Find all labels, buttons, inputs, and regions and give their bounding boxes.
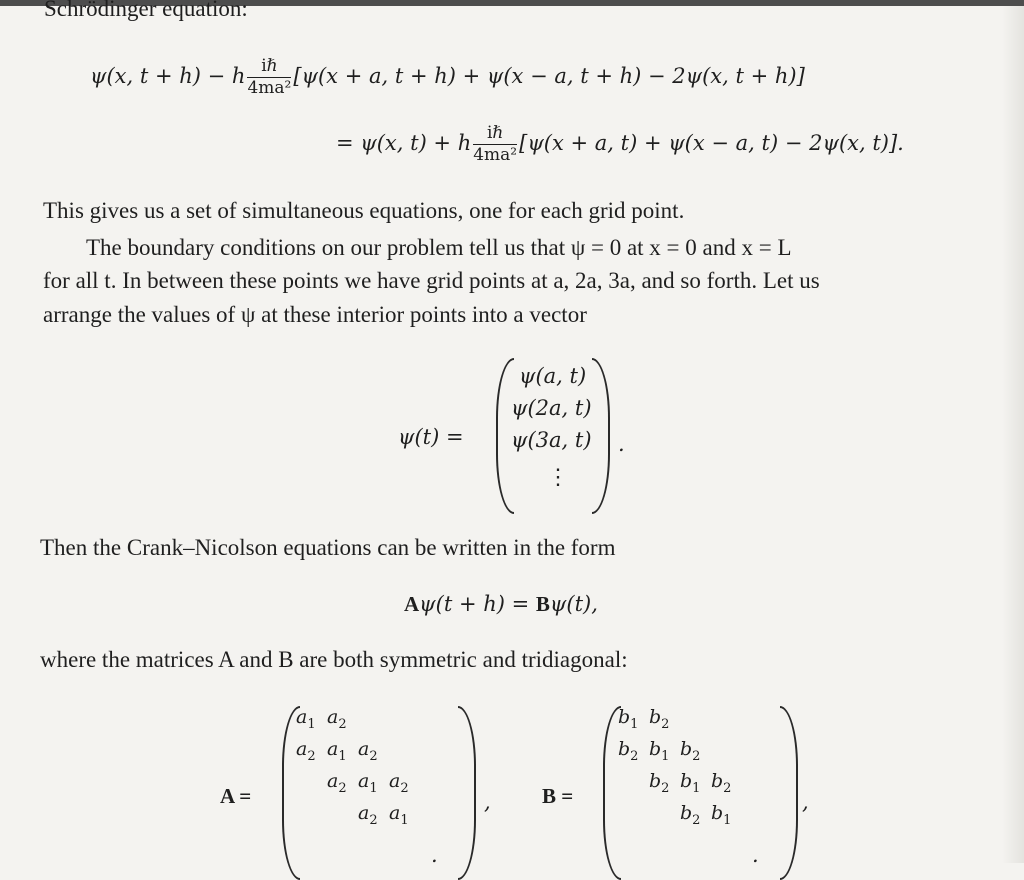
matrix-B-trailing-dot: . — [752, 843, 759, 867]
eq1-line1-right: [ψ(x + a, t + h) + ψ(x − a, t + h) − 2ψ(x, t + h)] — [293, 64, 805, 88]
matrix-A-cell: $a_2$ — [327, 706, 347, 732]
frac-numerator: iℏ — [473, 125, 517, 145]
frac-denominator: 4ma² — [473, 145, 518, 165]
matrix-B-symbol: B — [535, 592, 550, 616]
matrix-A-cell: $a_2$ — [296, 738, 316, 764]
matrix-B-cell: $b_2$ — [649, 770, 670, 796]
matrix-A-cell: $a_2$ — [358, 738, 378, 764]
matrix-B-left-paren — [603, 706, 621, 880]
matrix-A-left-paren — [282, 706, 300, 880]
vector-entry: ψ(3a, t) — [511, 428, 592, 452]
cn-mid: ψ(t + h) = — [419, 592, 536, 616]
eq1-line1-left: ψ(x, t + h) − h — [90, 64, 246, 88]
matrix-B-cell: $b_2$ — [649, 706, 670, 732]
matrix-B-cell: $b_2$ — [680, 802, 701, 828]
matrix-B-cell: $b_2$ — [618, 738, 639, 764]
matrix-A-trailing-dot: . — [431, 843, 438, 867]
heading-fragment: Schrödinger equation: — [44, 0, 248, 21]
matrix-A-cell: $a_1$ — [296, 706, 316, 732]
matrix-B-label — [542, 784, 573, 809]
eq1-line2-left: = ψ(x, t) + h — [336, 131, 472, 155]
matrix-B-label-text: B = — [542, 784, 574, 808]
eq1-fraction-2 — [473, 125, 517, 164]
frac-numerator: iℏ — [247, 58, 291, 78]
matrix-A-cell: $a_1$ — [327, 738, 347, 764]
matrix-A-label — [220, 784, 251, 809]
matrix-B-cell: $b_1$ — [649, 738, 670, 764]
paragraph-2-line-3: arrange the values of ψ at these interior points into a vector — [43, 302, 587, 327]
matrix-B-cell: $b_2$ — [711, 770, 732, 796]
matrix-B-cell: $b_1$ — [618, 706, 639, 732]
eq1-fraction-1 — [247, 58, 291, 97]
paragraph-2-line-2: for all t. In between these points we have grid points at a, 2a, 3a, and so forth. Let us — [43, 268, 820, 293]
eq1-line2-right: [ψ(x + a, t) + ψ(x − a, t) − 2ψ(x, t)]. — [519, 131, 904, 155]
paragraph-1: This gives us a set of simultaneous equations, one for each grid point. — [43, 198, 685, 223]
equation-line-2 — [336, 125, 904, 164]
vector-lhs: ψ(t) = — [398, 425, 464, 449]
cn-end: ψ(t), — [549, 592, 598, 616]
vector-entry: ψ(a, t) — [519, 364, 587, 388]
crank-nicolson-equation — [404, 592, 598, 617]
matrix-B-cell: $b_1$ — [711, 802, 732, 828]
paragraph-2-line-1: The boundary conditions on our problem tell us that ψ = 0 at x = 0 and x = L — [86, 235, 792, 260]
vector-right-paren — [592, 358, 610, 514]
matrix-A-right-paren — [458, 706, 476, 880]
matrix-A-label-text: A = — [220, 784, 252, 808]
matrix-A-symbol: A — [404, 592, 420, 616]
matrix-B-cell: $b_2$ — [680, 738, 701, 764]
vector-vdots: ⋮ — [547, 464, 569, 489]
matrix-B-cell: $b_1$ — [680, 770, 701, 796]
matrix-A-comma: , — [484, 790, 491, 814]
matrix-A-cell: $a_1$ — [358, 770, 378, 796]
matrix-B-right-paren — [780, 706, 798, 880]
frac-denominator: 4ma² — [247, 78, 292, 98]
paragraph-4: where the matrices A and B are both symmetric and tridiagonal: — [40, 647, 628, 672]
matrix-B-comma: , — [802, 790, 809, 814]
matrix-A-cell: $a_2$ — [327, 770, 347, 796]
page-edge-shadow — [1002, 6, 1024, 863]
vector-period: . — [618, 432, 625, 456]
paragraph-3: Then the Crank–Nicolson equations can be written in the form — [40, 535, 616, 560]
matrix-A-cell: $a_2$ — [389, 770, 409, 796]
vector-entry: ψ(2a, t) — [511, 396, 592, 420]
matrix-A-cell: $a_2$ — [358, 802, 378, 828]
matrix-A-cell: $a_1$ — [389, 802, 409, 828]
equation-line-1 — [90, 58, 805, 97]
